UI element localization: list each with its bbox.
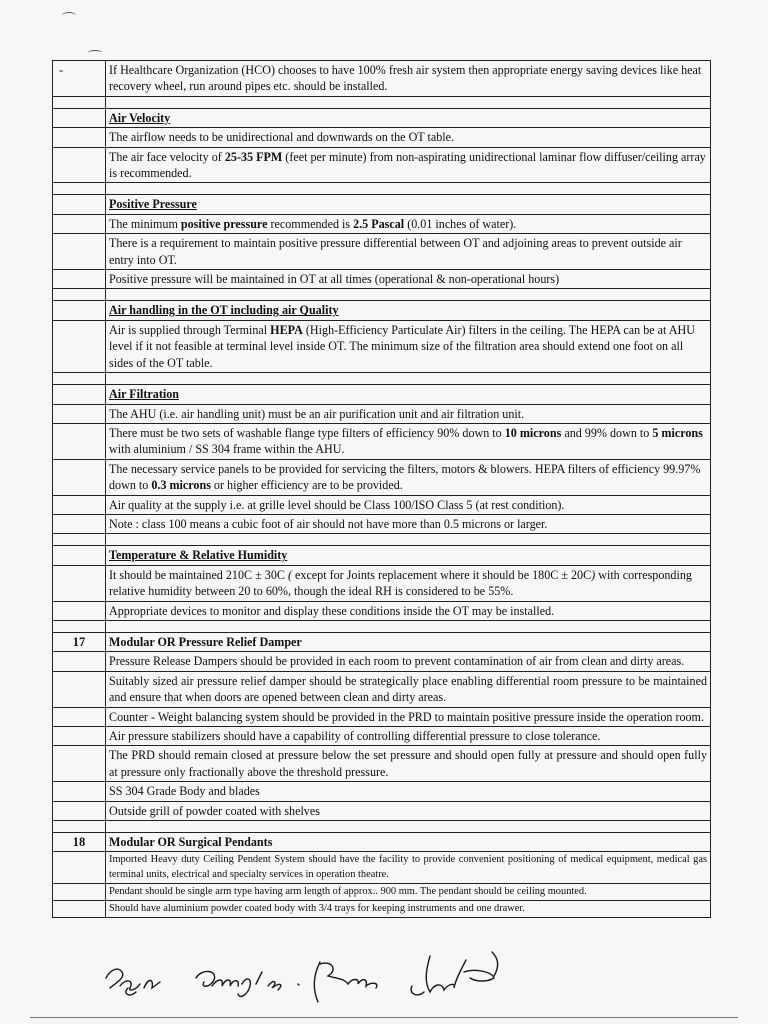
- table-row: [53, 514, 711, 533]
- table-row: [53, 852, 711, 883]
- section-heading-row: [53, 632, 711, 651]
- spec-text: Appropriate devices to monitor and display these conditions inside the OT may be installed.: [106, 601, 711, 620]
- section-heading: Modular OR Surgical Pendants: [106, 833, 711, 852]
- spec-text: SS 304 Grade Body and blades: [106, 782, 711, 801]
- spec-text: The air face velocity of 25-35 FPM (feet per minute) from non-aspirating unidirectional laminar flow diffuser/ceiling array is recommended.: [106, 147, 711, 183]
- item-number: 18: [53, 833, 106, 852]
- signature-1: [106, 969, 160, 995]
- table-row: [53, 147, 711, 183]
- table-row: [53, 270, 711, 289]
- item-number: [53, 147, 106, 183]
- spec-text: Should have aluminium powder coated body with 3/4 trays for keeping instruments and one drawer.: [106, 901, 711, 918]
- table-row: [53, 883, 711, 900]
- spec-text: Air is supplied through Terminal HEPA (High-Efficiency Particulate Air) filters in the ceiling. The HEPA can be at AHU level if it not feasible at terminal level inside OT. The minimum size of the filtration area should extend one foot on all sides of the OT table.: [106, 320, 711, 372]
- table-row: [53, 707, 711, 726]
- item-number: [53, 195, 106, 214]
- spacer-row: [53, 534, 711, 546]
- page-bottom-rule: [30, 1017, 738, 1018]
- spacer-cell: [106, 373, 711, 385]
- item-number: 17: [53, 632, 106, 651]
- spec-text: The minimum positive pressure recommended is 2.5 Pascal (0.01 inches of water).: [106, 214, 711, 233]
- item-number: [53, 234, 106, 270]
- table-row: [53, 801, 711, 820]
- spec-text: The PRD should remain closed at pressure below the set pressure and should open fully at pressure and should open fully at pressure only fractionally above the threshold pressure.: [106, 746, 711, 782]
- table-row: [53, 128, 711, 147]
- item-number: [53, 270, 106, 289]
- item-number: [53, 852, 106, 883]
- spec-text: It should be maintained 210C ± 30C ( except for Joints replacement where it should be 180C ± 20C) with corresponding relative humidity between 20 to 60%, though the ideal RH is considered to be 55%.: [106, 565, 711, 601]
- spec-text: There is a requirement to maintain positive pressure differential between OT and adjoining areas to prevent outside air entry into OT.: [106, 234, 711, 270]
- item-number: [53, 901, 106, 918]
- section-heading-row: [53, 385, 711, 404]
- scan-mark: [62, 12, 76, 19]
- section-heading: Air Filtration: [106, 385, 711, 404]
- item-number: [53, 801, 106, 820]
- item-number: [53, 782, 106, 801]
- spec-text: Outside grill of powder coated with shelves: [106, 801, 711, 820]
- table-row: [53, 901, 711, 918]
- item-number: [53, 183, 106, 195]
- spec-text: There must be two sets of washable flange type filters of efficiency 90% down to 10 microns and 99% down to 5 microns with aluminium / SS 304 frame within the AHU.: [106, 423, 711, 459]
- section-heading-row: [53, 833, 711, 852]
- table-row: [53, 61, 711, 97]
- section-heading: Positive Pressure: [106, 195, 711, 214]
- item-number: [53, 727, 106, 746]
- section-heading: Air Velocity: [106, 108, 711, 127]
- item-number: [53, 565, 106, 601]
- spacer-row: [53, 289, 711, 301]
- spec-text: Counter - Weight balancing system should be provided in the PRD to maintain positive pressure inside the operation room.: [106, 707, 711, 726]
- table-row: [53, 565, 711, 601]
- spec-text: If Healthcare Organization (HCO) chooses to have 100% fresh air system then appropriate energy saving devices like heat recovery wheel, run around pipes etc. should be installed.: [106, 61, 711, 97]
- spec-text: Air quality at the supply i.e. at grille level should be Class 100/ISO Class 5 (at rest condition).: [106, 495, 711, 514]
- table-row: [53, 459, 711, 495]
- item-number: [53, 459, 106, 495]
- spacer-cell: [106, 183, 711, 195]
- spec-text: Pressure Release Dampers should be provided in each room to prevent contamination of air from clean and dirty areas.: [106, 652, 711, 671]
- item-number: [53, 534, 106, 546]
- table-row: [53, 601, 711, 620]
- specification-table: [52, 60, 711, 918]
- signatures: [100, 948, 520, 1010]
- item-number: [53, 671, 106, 707]
- spacer-row: [53, 620, 711, 632]
- spec-text: Note : class 100 means a cubic foot of air should not have more than 0.5 microns or larger.: [106, 514, 711, 533]
- signature-3-dot: [298, 984, 299, 985]
- item-number: [53, 620, 106, 632]
- section-heading: Temperature & Relative Humidity: [106, 546, 711, 565]
- item-number: [53, 821, 106, 833]
- spec-text: Pendant should be single arm type having arm length of approx.. 900 mm. The pendant should be ceiling mounted.: [106, 883, 711, 900]
- table-row: [53, 652, 711, 671]
- spec-text: Imported Heavy duty Ceiling Pendent System should have the facility to provide convenient positioning of medical equipment, medical gas terminal units, electrical and specialty services in operation theatre.: [106, 852, 711, 883]
- table-row: [53, 234, 711, 270]
- section-heading-row: [53, 108, 711, 127]
- table-row: [53, 746, 711, 782]
- spec-text: The necessary service panels to be provided for servicing the filters, motors & blowers. HEPA filters of efficiency 99.97% down to 0.3 microns or higher efficiency are to be provided.: [106, 459, 711, 495]
- table-row: [53, 404, 711, 423]
- item-number: [53, 301, 106, 320]
- table-row: [53, 320, 711, 372]
- item-number: [53, 707, 106, 726]
- section-heading-row: [53, 301, 711, 320]
- table-row: [53, 214, 711, 233]
- signature-3: [314, 962, 377, 1002]
- table-row: [53, 423, 711, 459]
- item-number: [53, 108, 106, 127]
- spacer-cell: [106, 620, 711, 632]
- section-heading-row: [53, 546, 711, 565]
- item-number: [53, 746, 106, 782]
- item-number: [53, 128, 106, 147]
- spacer-cell: [106, 821, 711, 833]
- item-number: [53, 385, 106, 404]
- item-number: [53, 883, 106, 900]
- spec-text: The airflow needs to be unidirectional and downwards on the OT table.: [106, 128, 711, 147]
- table-row: [53, 782, 711, 801]
- item-number: [53, 652, 106, 671]
- spacer-row: [53, 373, 711, 385]
- item-number: [53, 96, 106, 108]
- item-number: [53, 404, 106, 423]
- spec-text: Positive pressure will be maintained in OT at all times (operational & non-operational hours): [106, 270, 711, 289]
- item-number: [53, 289, 106, 301]
- signature-2: [196, 971, 281, 996]
- section-heading-row: [53, 195, 711, 214]
- spec-text: Suitably sized air pressure relief damper should be strategically place enabling differential room pressure to be maintained and ensure that when doors are opened between clean and dirty areas.: [106, 671, 711, 707]
- spacer-cell: [106, 289, 711, 301]
- table-row: [53, 727, 711, 746]
- spec-text: Air pressure stabilizers should have a capability of controlling differential pressure to close tolerance.: [106, 727, 711, 746]
- item-number: [53, 320, 106, 372]
- spec-text: The AHU (i.e. air handling unit) must be an air purification unit and air filtration unit.: [106, 404, 711, 423]
- section-heading: Air handling in the OT including air Quality: [106, 301, 711, 320]
- item-number: -: [53, 61, 106, 97]
- table-row: [53, 671, 711, 707]
- spacer-row: [53, 96, 711, 108]
- spacer-row: [53, 821, 711, 833]
- item-number: [53, 495, 106, 514]
- table-row: [53, 495, 711, 514]
- signature-4: [411, 952, 498, 995]
- section-heading: Modular OR Pressure Relief Damper: [106, 632, 711, 651]
- item-number: [53, 514, 106, 533]
- spacer-cell: [106, 534, 711, 546]
- item-number: [53, 601, 106, 620]
- item-number: [53, 546, 106, 565]
- item-number: [53, 373, 106, 385]
- spacer-cell: [106, 96, 711, 108]
- item-number: [53, 214, 106, 233]
- scan-mark: [88, 50, 102, 55]
- item-number: [53, 423, 106, 459]
- spacer-row: [53, 183, 711, 195]
